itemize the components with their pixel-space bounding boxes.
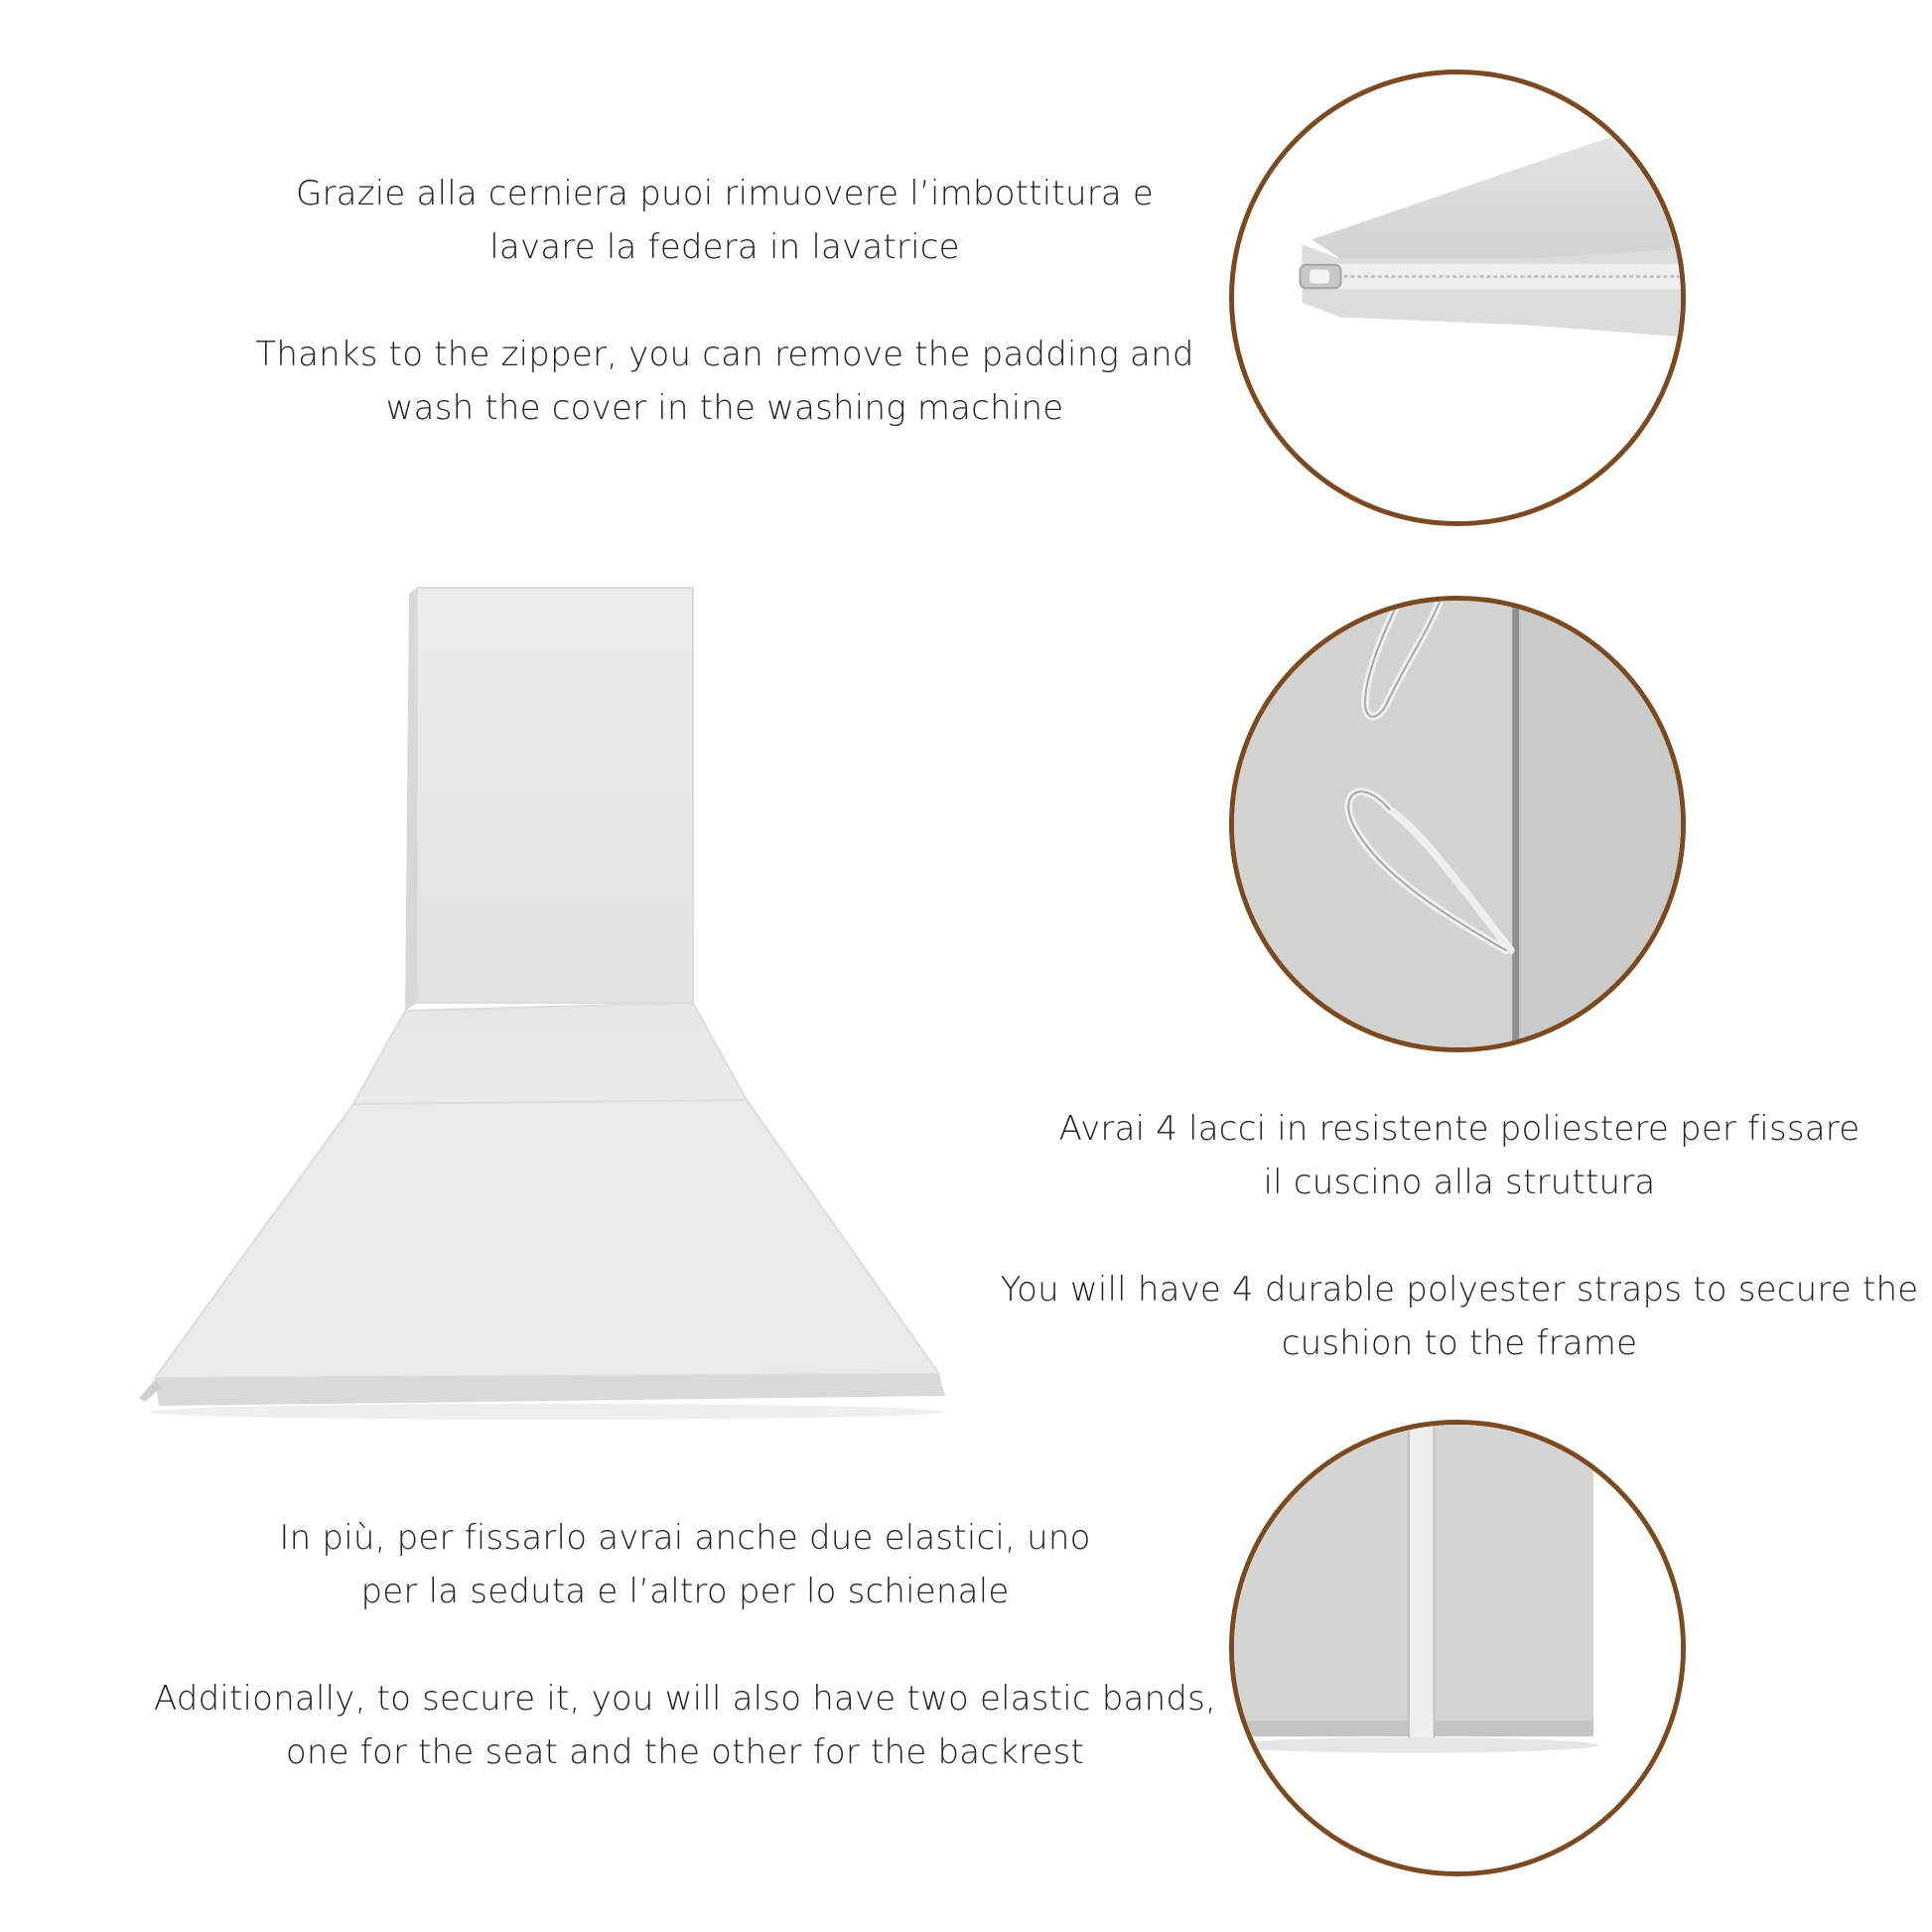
zipper-detail-image (1229, 69, 1686, 526)
straps-english-text (993, 1263, 1926, 1370)
elastic-italian-line-2: per la seduta e l’altro per lo schienale (360, 1572, 1010, 1611)
zipper-detail-illustration (1234, 74, 1681, 521)
zipper-description (238, 167, 1211, 435)
zipper-italian-line-1: Grazie alla cerniera puoi rimuovere l’imbottitura e (295, 174, 1155, 213)
elastic-italian-line-1: In più, per fissarlo avrai anche due elastici, uno (279, 1518, 1091, 1558)
zipper-english-line-1: Thanks to the zipper, you can remove the padding and (255, 335, 1194, 374)
sunbed-cushion-illustration (139, 586, 953, 1430)
elastic-english-line-2: one for the seat and the other for the backrest (285, 1732, 1085, 1772)
zipper-italian-line-2: lavare la federa in lavatrice (489, 227, 960, 267)
straps-detail-image (1229, 596, 1686, 1052)
elastic-detail-illustration (1234, 1425, 1681, 1871)
straps-italian-line-2: il cuscino alla struttura (1263, 1163, 1656, 1202)
straps-english-line-2: cushion to the frame (1281, 1323, 1638, 1363)
elastic-detail-image (1229, 1420, 1686, 1876)
elastic-description (139, 1511, 1231, 1779)
elastic-english-text (139, 1672, 1231, 1779)
straps-detail-illustration (1234, 601, 1681, 1047)
straps-description (993, 1102, 1926, 1370)
zipper-english-text (238, 328, 1211, 435)
zipper-english-line-2: wash the cover in the washing machine (385, 388, 1064, 428)
zipper-italian-text (238, 167, 1211, 274)
elastic-english-line-1: Additionally, to secure it, you will also have two elastic bands, (153, 1679, 1217, 1719)
straps-english-line-1: You will have 4 durable polyester straps to secure the (1000, 1270, 1919, 1310)
elastic-italian-text (139, 1511, 1231, 1618)
straps-italian-text (993, 1102, 1926, 1209)
straps-italian-line-1: Avrai 4 lacci in resistente poliestere per fissare (1058, 1109, 1861, 1149)
